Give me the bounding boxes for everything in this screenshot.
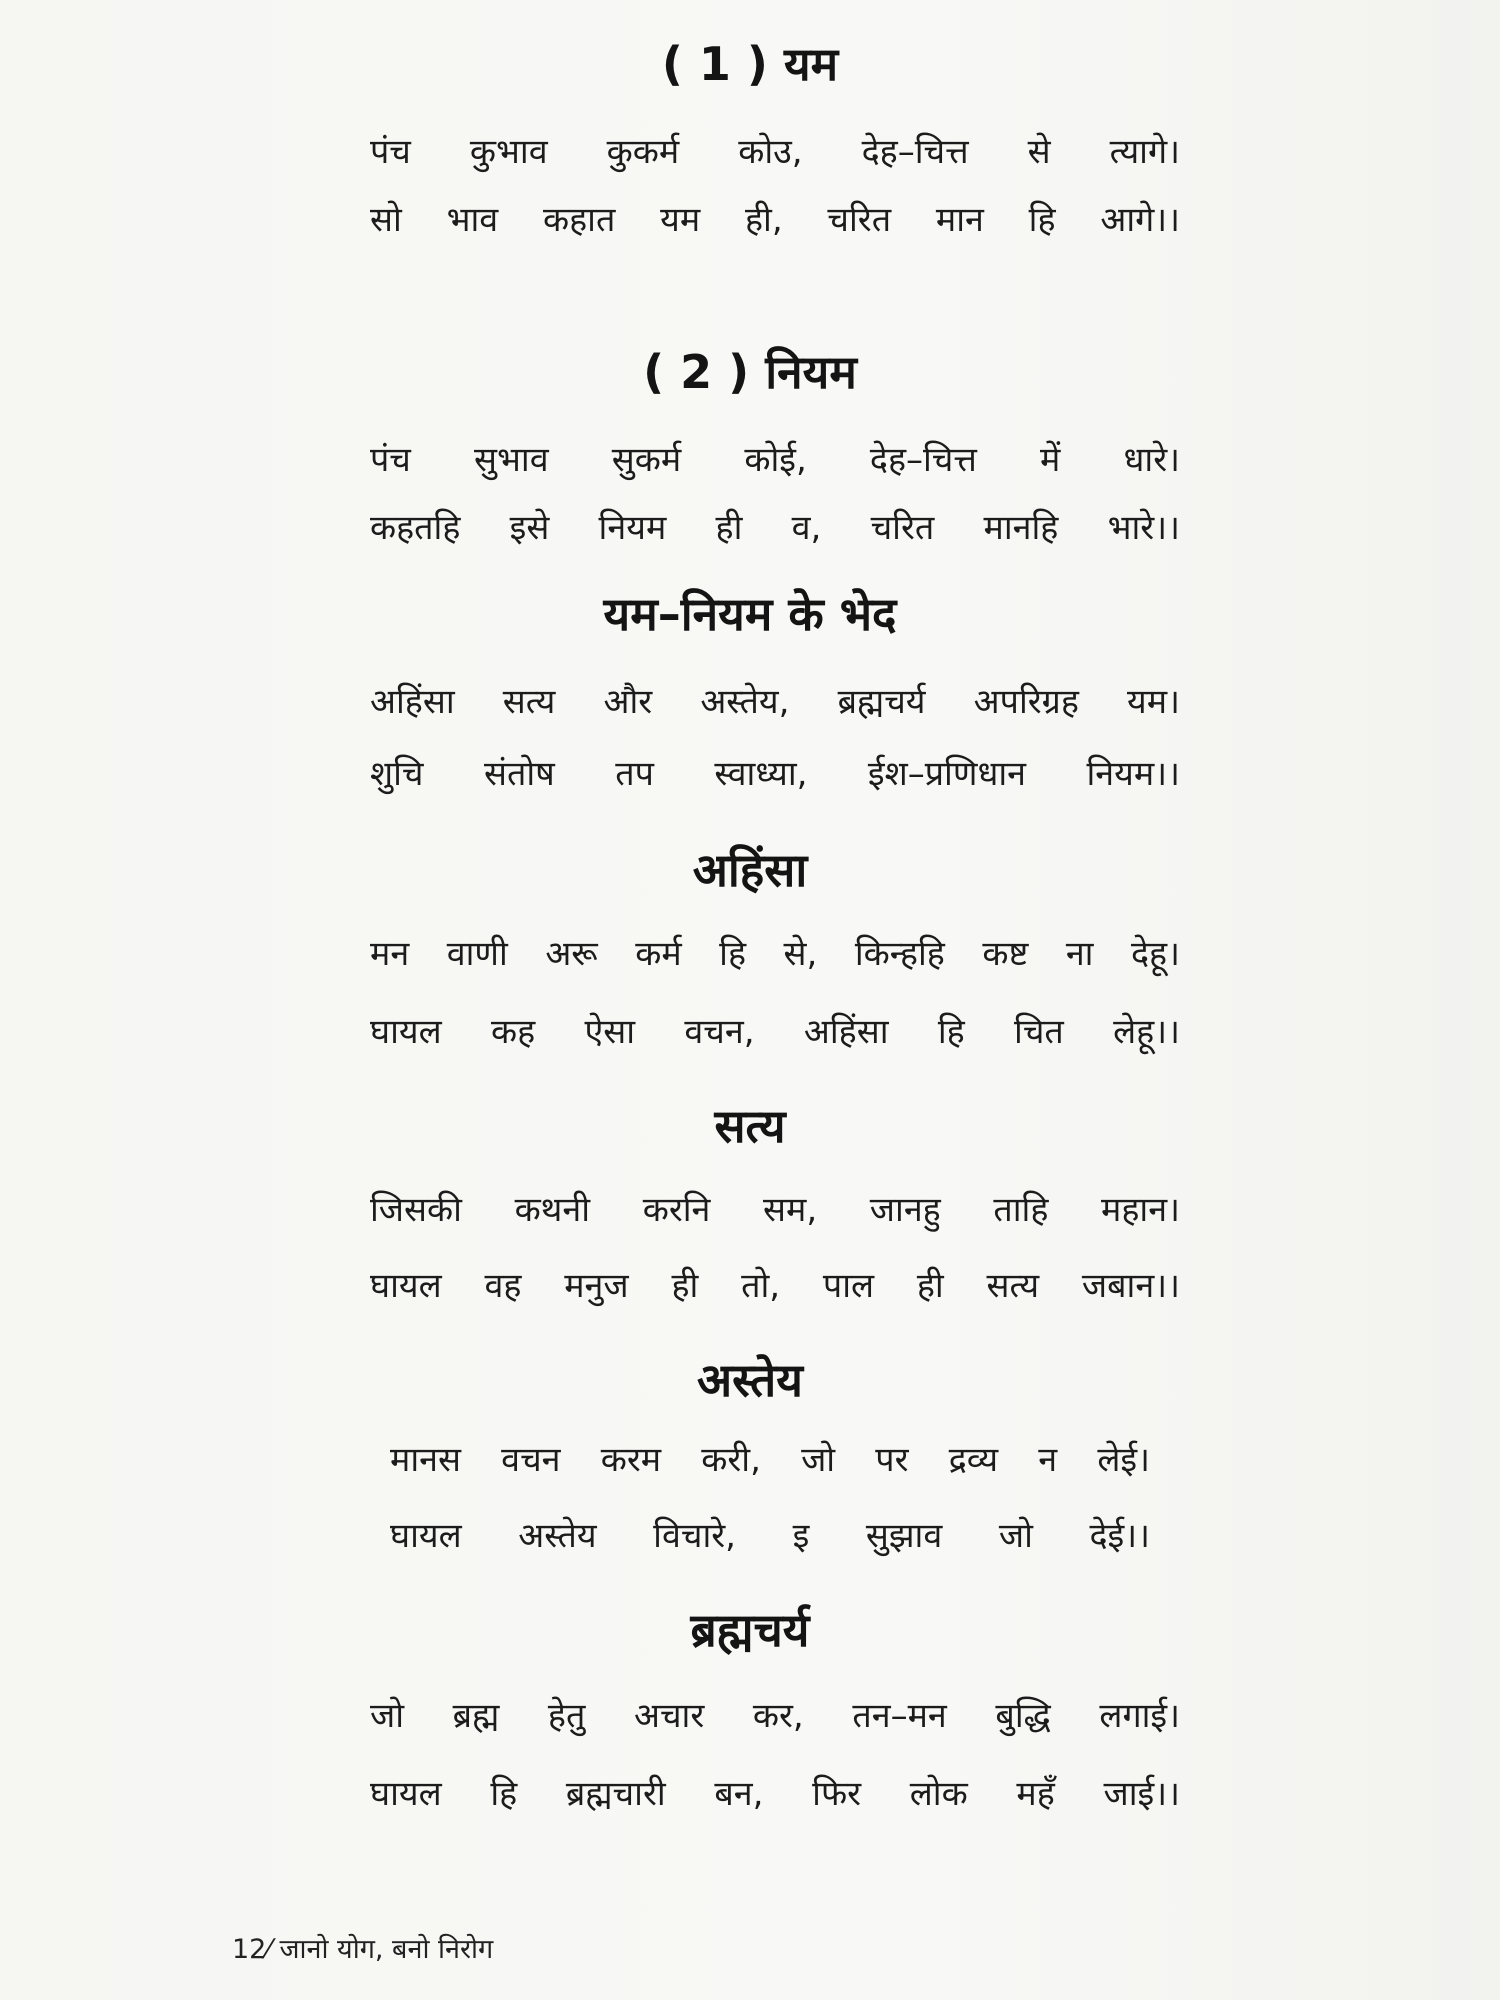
verse-line: सो भाव कहात यम ही, चरित मान हि आगे।। [370, 200, 1180, 240]
verse-line: घायल वह मनुज ही तो, पाल ही सत्य जबान।। [370, 1266, 1180, 1306]
verse-line: मन वाणी अरू कर्म हि से, किन्हहि कष्ट ना देहू। [370, 934, 1180, 974]
verse-line: जिसकी कथनी करनि सम, जानहु ताहि महान। [370, 1190, 1180, 1230]
section-heading-yam-niyam-bhed: यम–नियम के भेद [603, 587, 897, 641]
section-heading-brahmacharya: ब्रह्मचर्य [690, 1603, 810, 1657]
page-footer: 12⁄ जानो योग, बनो निरोग [232, 1934, 494, 1965]
verse-line: घायल कह ऐसा वचन, अहिंसा हि चित लेहू।। [370, 1012, 1180, 1052]
verse-line: जो ब्रह्म हेतु अचार कर, तन–मन बुद्धि लगाई। [370, 1696, 1180, 1736]
verse-line: पंच सुभाव सुकर्म कोई, देह–चित्त में धारे। [370, 440, 1180, 480]
section-heading-niyam: ( 2 ) नियम [643, 345, 857, 399]
verse-line: शुचि संतोष तप स्वाध्या, ईश–प्रणिधान नियम।। [370, 754, 1180, 794]
section-heading-yam: ( 1 ) यम [661, 37, 839, 91]
verse-line: अहिंसा सत्य और अस्तेय, ब्रह्मचर्य अपरिग्रह यम। [370, 682, 1180, 722]
section-heading-ahinsa: अहिंसा [692, 843, 808, 897]
verse-line: मानस वचन करम करी, जो पर द्रव्य न लेई। [390, 1440, 1150, 1480]
verse-line: कहतहि इसे नियम ही व, चरित मानहि भारे।। [370, 508, 1180, 548]
section-heading-asteya: अस्तेय [697, 1353, 803, 1407]
verse-line: घायल हि ब्रह्मचारी बन, फिर लोक महँ जाई।। [370, 1774, 1180, 1814]
section-heading-satya: सत्य [714, 1099, 786, 1153]
verse-line: पंच कुभाव कुकर्म कोउ, देह–चित्त से त्यागे। [370, 132, 1180, 172]
verse-line: घायल अस्तेय विचारे, इ सुझाव जो देई।। [390, 1516, 1150, 1556]
